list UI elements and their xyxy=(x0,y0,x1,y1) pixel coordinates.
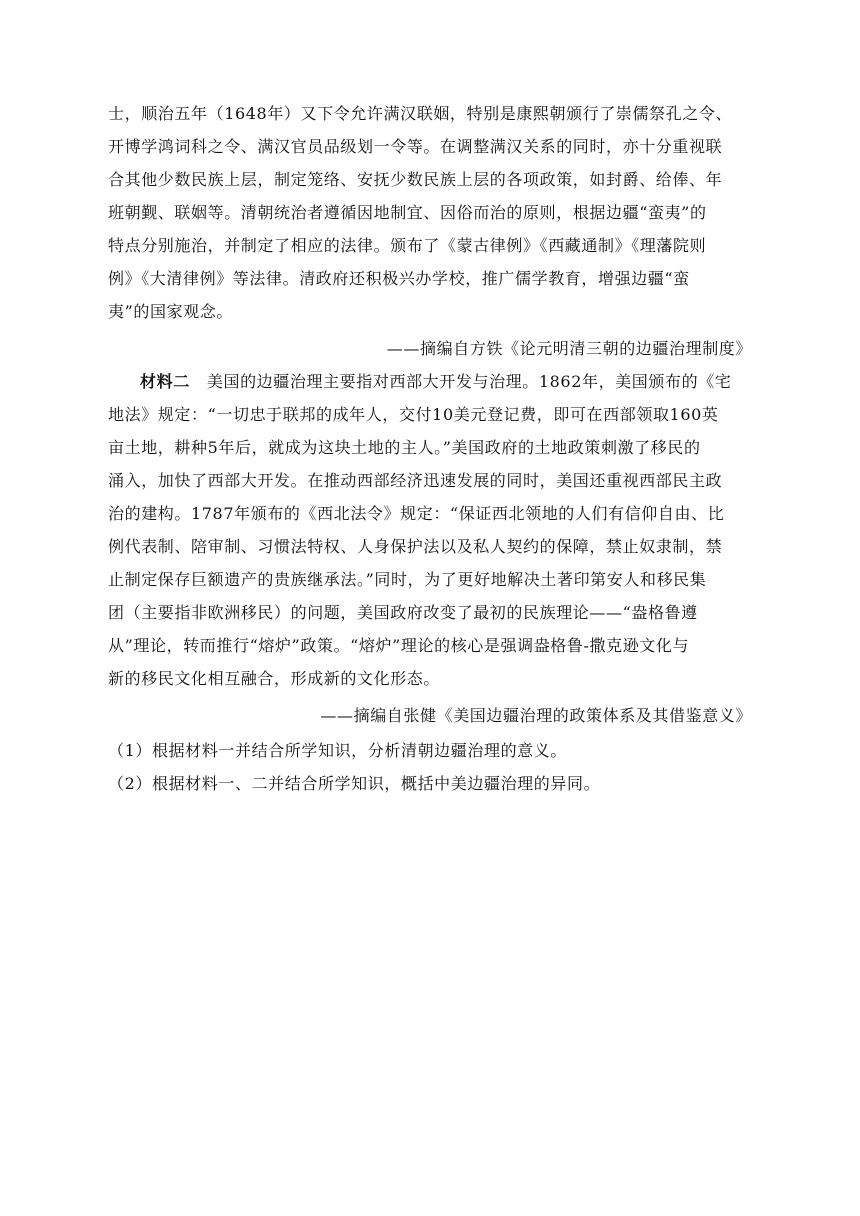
material2-line-6: 例代表制、陪审制、习惯法特权、人身保护法以及私人契约的保障，禁止奴隶制，禁 xyxy=(108,537,723,556)
material2-first-line xyxy=(140,372,768,392)
question-1: （1）根据材料一并结合所学知识，分析清朝边疆治理的意义。 xyxy=(108,741,567,760)
material2-source: ——摘编自张健《美国边疆治理的政策体系及其借鉴意义》 xyxy=(320,706,752,725)
material2-line-10: 新的移民文化相互融合，形成新的文化形态。 xyxy=(108,669,441,688)
material2-line-3: 亩土地，耕种5年后，就成为这块土地的主人。”美国政府的土地政策刺激了移民的 xyxy=(108,438,701,457)
material1-line-4: 班朝觐、联姻等。清朝统治者遵循因地制宜、因俗而治的原则，根据边疆“蛮夷”的 xyxy=(108,203,707,222)
material1-line-7: 夷”的国家观念。 xyxy=(108,302,233,321)
material2-line-5: 治的建构。1787年颁布的《西北法令》规定：“保证西北领地的人们有信仰自由、比 xyxy=(108,504,725,523)
material2-line-4: 涌入，加快了西部大开发。在推动西部经济迅速发展的同时，美国还重视西部民主政 xyxy=(108,471,723,490)
material2-line-9: 从”理论，转而推行“熔炉”政策。“熔炉”理论的核心是强调盎格鲁-撒克逊文化与 xyxy=(108,636,690,655)
material1-line-5: 特点分别施治，并制定了相应的法律。颁布了《蒙古律例》《西藏通制》《理藩院则 xyxy=(108,236,707,255)
material2-label: 材料二 xyxy=(140,372,190,391)
material1-line-6: 例》《大清律例》等法律。清政府还积极兴办学校，推广儒学教育，增强边疆“蛮 xyxy=(108,269,690,288)
material2-first-text: 美国的边疆治理主要指对西部大开发与治理。1862年，美国颁布的《宅 xyxy=(206,372,732,391)
material2-line-2: 地法》规定：“一切忠于联邦的成年人，交付10美元登记费，即可在西部领取160英 xyxy=(108,405,719,424)
material1-source: ——摘编自方铁《论元明清三朝的边疆治理制度》 xyxy=(386,339,752,358)
material2-line-8: 团（主要指非欧洲移民）的问题，美国政府改变了最初的民族理论——“盎格鲁遵 xyxy=(108,603,698,622)
material1-line-1: 士，顺治五年（1648年）又下令允许满汉联姻，特别是康熙朝颁行了崇儒祭孔之令、 xyxy=(108,104,733,123)
material1-line-2: 开博学鸿词科之令、满汉官员品级划一令等。在调整满汉关系的同时，亦十分重视联 xyxy=(108,137,723,156)
material2-line-7: 止制定保存巨额遗产的贵族继承法。”同时，为了更好地解决土著印第安人和移民集 xyxy=(108,570,707,589)
question-2: （2）根据材料一、二并结合所学知识，概括中美边疆治理的异同。 xyxy=(108,774,601,793)
material1-line-3: 合其他少数民族上层，制定笼络、安抚少数民族上层的各项政策，如封爵、给俸、年 xyxy=(108,170,723,189)
